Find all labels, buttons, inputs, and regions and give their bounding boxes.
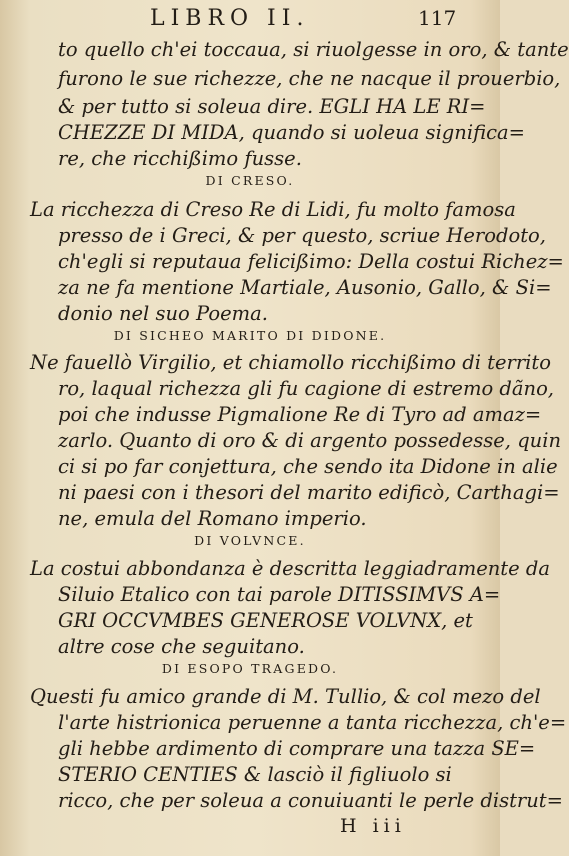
text-line: presso de i Greci, & per questo, scriue Herodoto, [58,224,546,247]
text-line: l'arte histrionica peruenne a tanta ricchezza, ch'e= [58,711,567,734]
text-line: ricco, che per soleua a conuiuanti le perle distrut= [58,789,563,812]
text-line: Questi fu amico grande di M. Tullio, & col mezo del [30,685,541,708]
text-line: zarlo. Quanto di oro & di argento possedesse, quin [58,429,562,452]
text-line: za ne fa mentione Martiale, Ausonio, Gallo, & Si= [58,276,552,299]
section-heading: DI CRESO. [205,173,295,188]
text-line: & per tutto si soleua dire. EGLI HA LE RI= [58,95,486,118]
text-line: to quello ch'ei toccaua, si riuolgesse in oro, & tante [58,38,569,61]
text-line: La costui abbondanza è descritta leggiadramente da [30,557,550,580]
text-line: ne, emula del Romano imperio. [58,507,367,530]
section-heading: DI ESOPO TRAGEDO. [161,661,339,676]
text-line: Siluio Etalico con tai parole DITISSIMVS A= [58,583,501,606]
text-line: GRI OCCVMBES GENEROSE VOLVNX, et [58,609,473,632]
text-line: donio nel suo Poema. [58,302,268,325]
text-line: La ricchezza di Creso Re di Lidi, fu molto famosa [30,198,516,221]
text-line: re, che ricchißimo fusse. [58,147,302,170]
text-line: poi che indusse Pigmalione Re di Tyro ad amaz= [58,403,542,426]
text-line: STERIO CENTIES & lasciò il figliuolo si [58,763,452,786]
signature-mark: H iii [340,815,406,837]
text-line: altre cose che seguitano. [58,635,305,658]
text-line: ch'egli si reputaua felicißimo: Della costui Richez= [58,250,564,273]
text-line: ni paesi con i thesori del marito edificò, Carthagi= [58,481,560,504]
text-line: gli hebbe ardimento di comprare una tazza SE= [58,737,536,760]
section-heading: DI VOLVNCE. [194,533,306,548]
text-line: ro, laqual richezza gli fu cagione di estremo dãno, [58,377,555,400]
text-line: ci si po far conjettura, che sendo ita Didone in alie [58,455,558,478]
section-heading: DI SICHEO MARITO DI DIDONE. [113,328,387,343]
text-line: furono le sue richezze, che ne nacque il prouerbio, [58,67,561,90]
page-number: 117 [418,6,457,30]
running-head-title: LIBRO II. [150,6,310,31]
text-line: Ne fauellò Virgilio, et chiamollo ricchißimo di territo [30,351,551,374]
text-line: CHEZZE DI MIDA, quando si uoleua significa= [58,121,525,144]
